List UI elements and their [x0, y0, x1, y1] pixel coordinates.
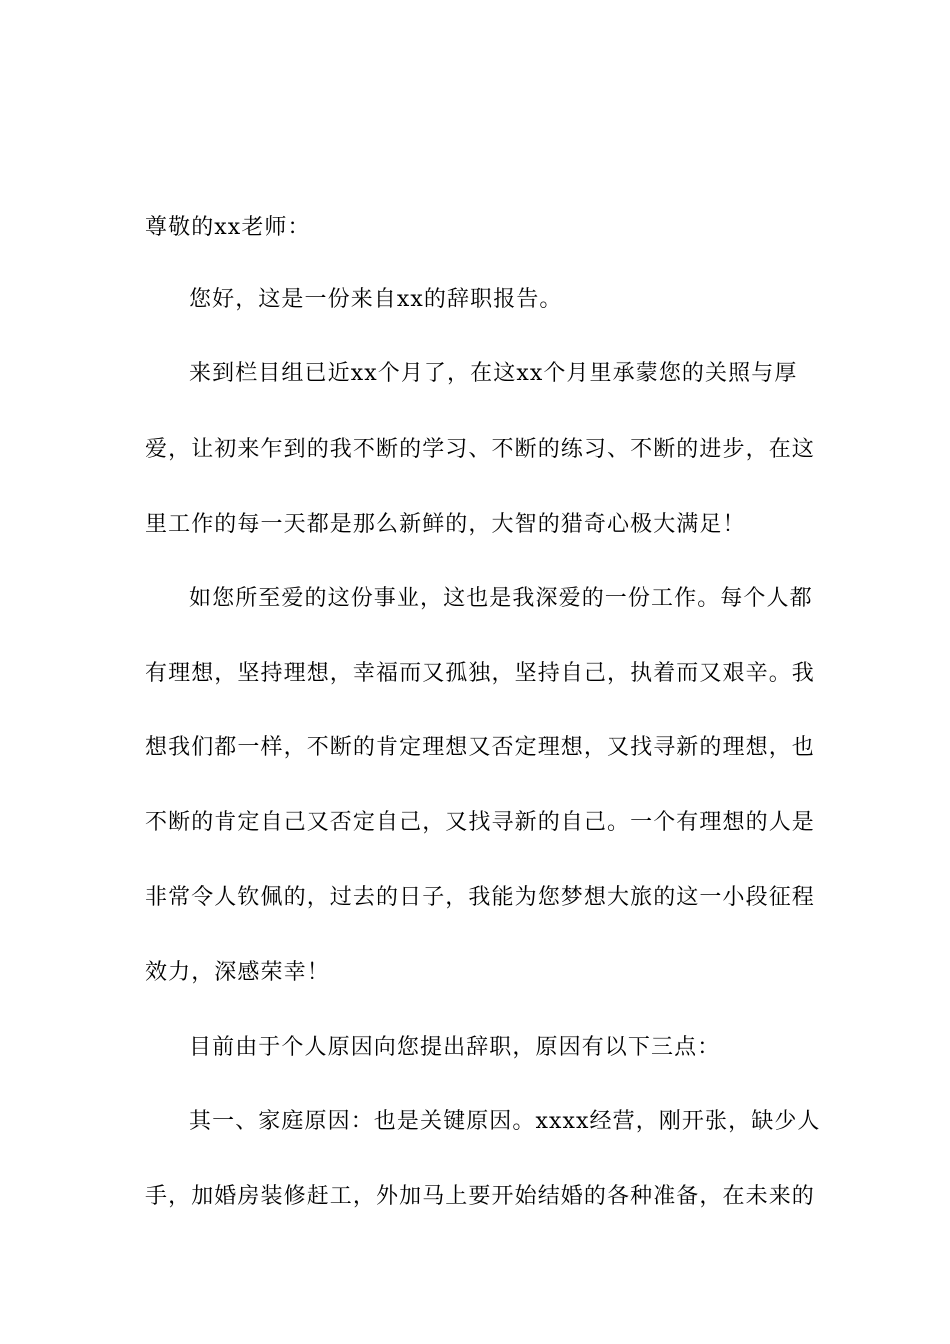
paragraph-line: 手，加婚房装修赶工，外加马上要开始结婚的各种准备，在未来的	[145, 1184, 815, 1209]
paragraph-line: 如您所至爱的这份事业，这也是我深爱的一份工作。每个人都	[189, 586, 813, 611]
greeting-paragraph: 您好，这是一份来自xx的辞职报告。	[189, 287, 563, 312]
paragraph-line: 效力，深感荣幸！	[145, 960, 330, 985]
paragraph-line: 不断的肯定自己又否定自己，又找寻新的自己。一个有理想的人是	[145, 810, 815, 835]
paragraph-line: 爱，让初来乍到的我不断的学习、不断的练习、不断的进步，在这	[145, 437, 815, 462]
paragraph-line: 非常令人钦佩的，过去的日子，我能为您梦想大旅的这一小段征程	[145, 885, 815, 910]
paragraph-line: 有理想，坚持理想，幸福而又孤独，坚持自己，执着而又艰辛。我	[145, 661, 815, 686]
paragraph-line: 来到栏目组已近xx个月了，在这xx个月里承蒙您的关照与厚	[189, 361, 798, 386]
paragraph-line: 里工作的每一天都是那么新鲜的，大智的猎奇心极大满足！	[145, 512, 746, 537]
salutation: 尊敬的xx老师：	[145, 215, 311, 240]
paragraph-line: 想我们都一样，不断的肯定理想又否定理想，又找寻新的理想，也	[145, 735, 815, 760]
paragraph-line: 其一、家庭原因：也是关键原因。xxxx经营，刚开张，缺少人	[189, 1109, 821, 1134]
paragraph-line: 目前由于个人原因向您提出辞职，原因有以下三点：	[189, 1035, 721, 1060]
